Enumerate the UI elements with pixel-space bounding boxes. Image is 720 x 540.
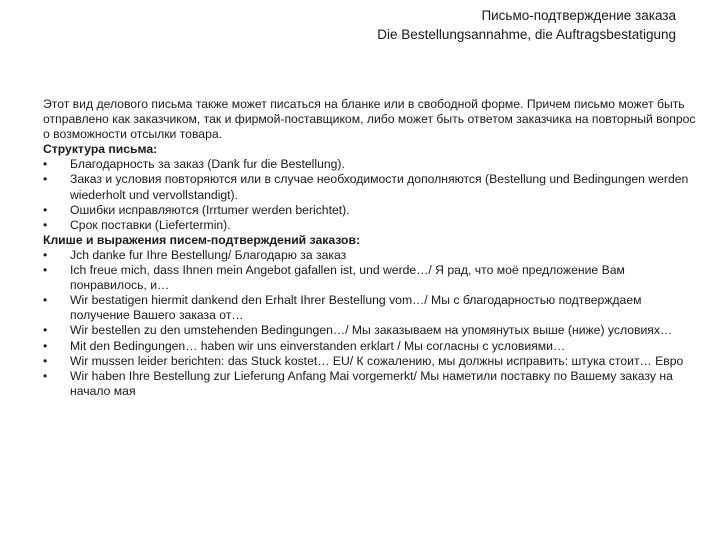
intro-paragraph: Этот вид делового письма также может писаться на бланке или в свободной форме. Причем письмо может быть отправлено как заказчиком, так и фирмой-поставщиком, либо может быть ответом заказчика на повторный вопрос о возможности отсылки товара. [43,97,696,142]
list-item: • Срок поставки (Liefertermin). [43,218,698,233]
title-russian: Письмо-подтверждение заказа [481,8,676,23]
list-item: • Jch danke fur Ihre Bestellung/ Благодарю за заказ [43,248,698,263]
title-german: Die Bestellungsannahme, die Auftragsbestatigung [377,27,676,42]
list-item: • Заказ и условия повторяются или в случае необходимости дополняются (Bestellung und Bedingungen werden wiederholt und vervollstandigt). [43,172,698,202]
list-item: • Wir bestellen zu den umstehenden Bedingungen…/ Мы заказываем на упомянутых выше (ниже) условиях… [43,323,698,338]
list-item: • Wir mussen leider berichten: das Stuck kostet… EU/ К сожалению, мы должны исправить: штука стоит… Евро [43,354,698,369]
structure-heading: Структура письма: [43,142,158,157]
list-item: • Mit den Bedingungen… haben wir uns einverstanden erklart / Мы согласны с условиями… [43,339,698,354]
phrases-heading: Клише и выражения писем-подтверждений заказов: [43,232,361,247]
list-item: • Ошибки исправляются (Irrtumer werden berichtet). [43,203,698,218]
phrases-list [43,248,698,399]
list-item: • Ich freue mich, dass Ihnen mein Angebot gafallen ist, und werde…/ Я рад, что моё предложение Вам понравилось, и… [43,263,698,293]
content-body [43,97,698,399]
list-item: • Благодарность за заказ (Dank fur die Bestellung). [43,157,698,172]
title-block [377,6,676,44]
list-item: • Wir bestatigen hiermit dankend den Erhalt Ihrer Bestellung vom…/ Мы с благодарностью подтверждаем получение Вашего заказа от… [43,293,698,323]
list-item: • Wir haben Ihre Bestellung zur Lieferung Anfang Mai vorgemerkt/ Мы наметили поставку по Вашему заказу на начало мая [43,369,698,399]
structure-list [43,157,698,232]
